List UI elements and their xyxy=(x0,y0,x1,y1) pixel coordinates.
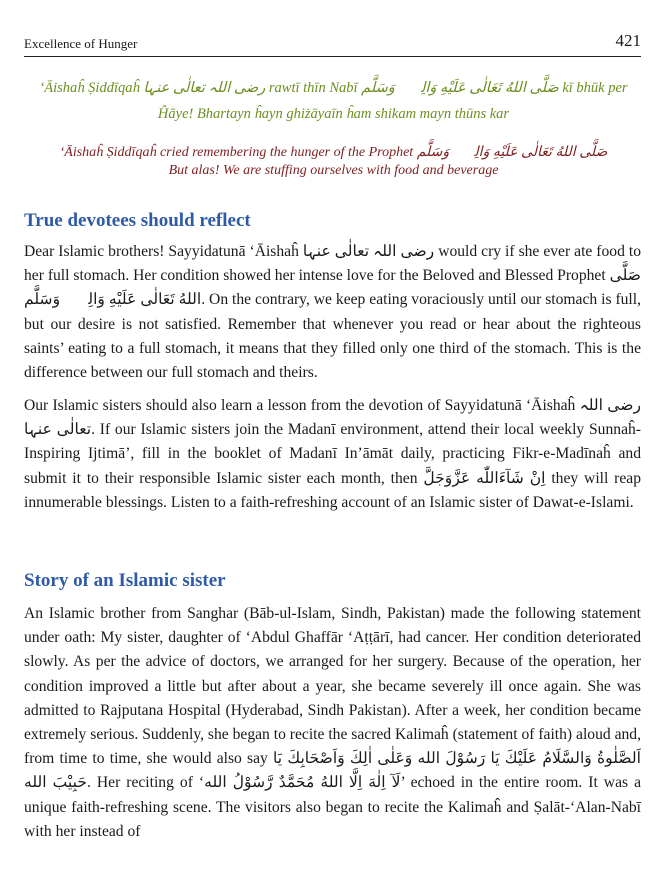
couplet-line-1: ‘Āishaĥ Ṣiddīqaĥ رضی اللہ تعالٰی عنہا rawtī thīn Nabī صَلَّى اللهُ تَعَالٰى عَلَيْهِ وَالِهٖ وَسَلَّم kī bhūk per xyxy=(39,80,628,96)
translation-line-2: But alas! We are stuffing ourselves with food and beverage xyxy=(168,163,499,178)
paragraph-true-devotees-2: Our Islamic sisters should also learn a lesson from the devotion of Sayyidatunā ‘Āishaĥ رضی اللہ تعالٰی عنہا. If our Islamic sisters join the Madanī environment, attend their local weekly Sunnaĥ-Inspiring Ijtimā’, fill in the booklet of Madanī In’āmāt daily, practicing Fikr-e-Madīnaĥ and submit it to their responsible Islamic sister each month, then اِنْ شَآءَاللّٰه عَزَّوَجَلَّ they will reap innumerable blessings. Listen to a faith-refreshing account of an Islamic sister of Dawat-e-Islami. xyxy=(24,397,641,511)
running-title: Excellence of Hunger xyxy=(24,36,138,51)
paragraph-true-devotees-1: Dear Islamic brothers! Sayyidatunā ‘Āishaĥ رضی اللہ تعالٰی عنہا would cry if she ever ate food to her full stomach. Her condition showed her intense love for the Beloved and Blessed Prophet صَلَّى اللهُ تَعَالٰى عَلَيْهِ وَالِهٖ وَسَلَّم. On the contrary, we keep eating voraciously until our stomach is full, but our desire is not satisfied. Remember that whenever you read or hear about the righteous saints’ eating to a full stomach, it means that they filled only one third of the stomach. This is the difference between our full stomach and theirs. xyxy=(24,243,641,382)
section-heading-true-devotees: True devotees should reflect xyxy=(24,210,251,231)
translation-line-1: ‘Āishaĥ Ṣiddīqaĥ cried remembering the hunger of the Prophet صَلَّى اللهُ تَعَالٰى عَلَيْهِ وَالِهٖ وَسَلَّم xyxy=(59,145,608,160)
couplet-line-2: Ĥāye! Bhartayn ĥayn ghiżāyaīn ĥam shikam mayn thūns kar xyxy=(157,106,510,122)
page-header xyxy=(24,26,641,57)
paragraph-story: An Islamic brother from Sanghar (Bāb-ul-Islam, Sindh, Pakistan) made the following statement under oath: My sister, daughter of ‘Abdul Ghaffār ‘Aṭṭārī, had cancer. Her condition deteriorated slowly. As per the advice of doctors, we arranged for her surgery. Because of the operation, her condition improved a little but after about a year, she became severely ill once again. She was admitted to Rajputana Hospital (Hyderabad, Sindh Pakistan). After a week, her condition became extremely serious. Suddenly, she began to recite the sacred Kalimaĥ (statement of faith) aloud and, from time to time, she would also say اَلصَّلٰوةُ وَالسَّلَامُ عَلَيْكَ يَا رَسُوْلَ الله وَعَلٰى اٰلِكَ وَاَصْحَابِكَ يَا حَبِيْبَ الله. Her reciting of ‘لَآ اِلٰهَ اِلَّا اللهُ مُحَمَّدٌ رَّسُوْلُ الله’ echoed in the entire room. It was a unique faith-refreshing scene. The visitors also began to recite the Kalimaĥ and Ṣalāt-‘Alan-Nabī with her instead of xyxy=(24,605,641,840)
page-number: 421 xyxy=(615,31,641,50)
section-heading-story: Story of an Islamic sister xyxy=(24,570,226,591)
